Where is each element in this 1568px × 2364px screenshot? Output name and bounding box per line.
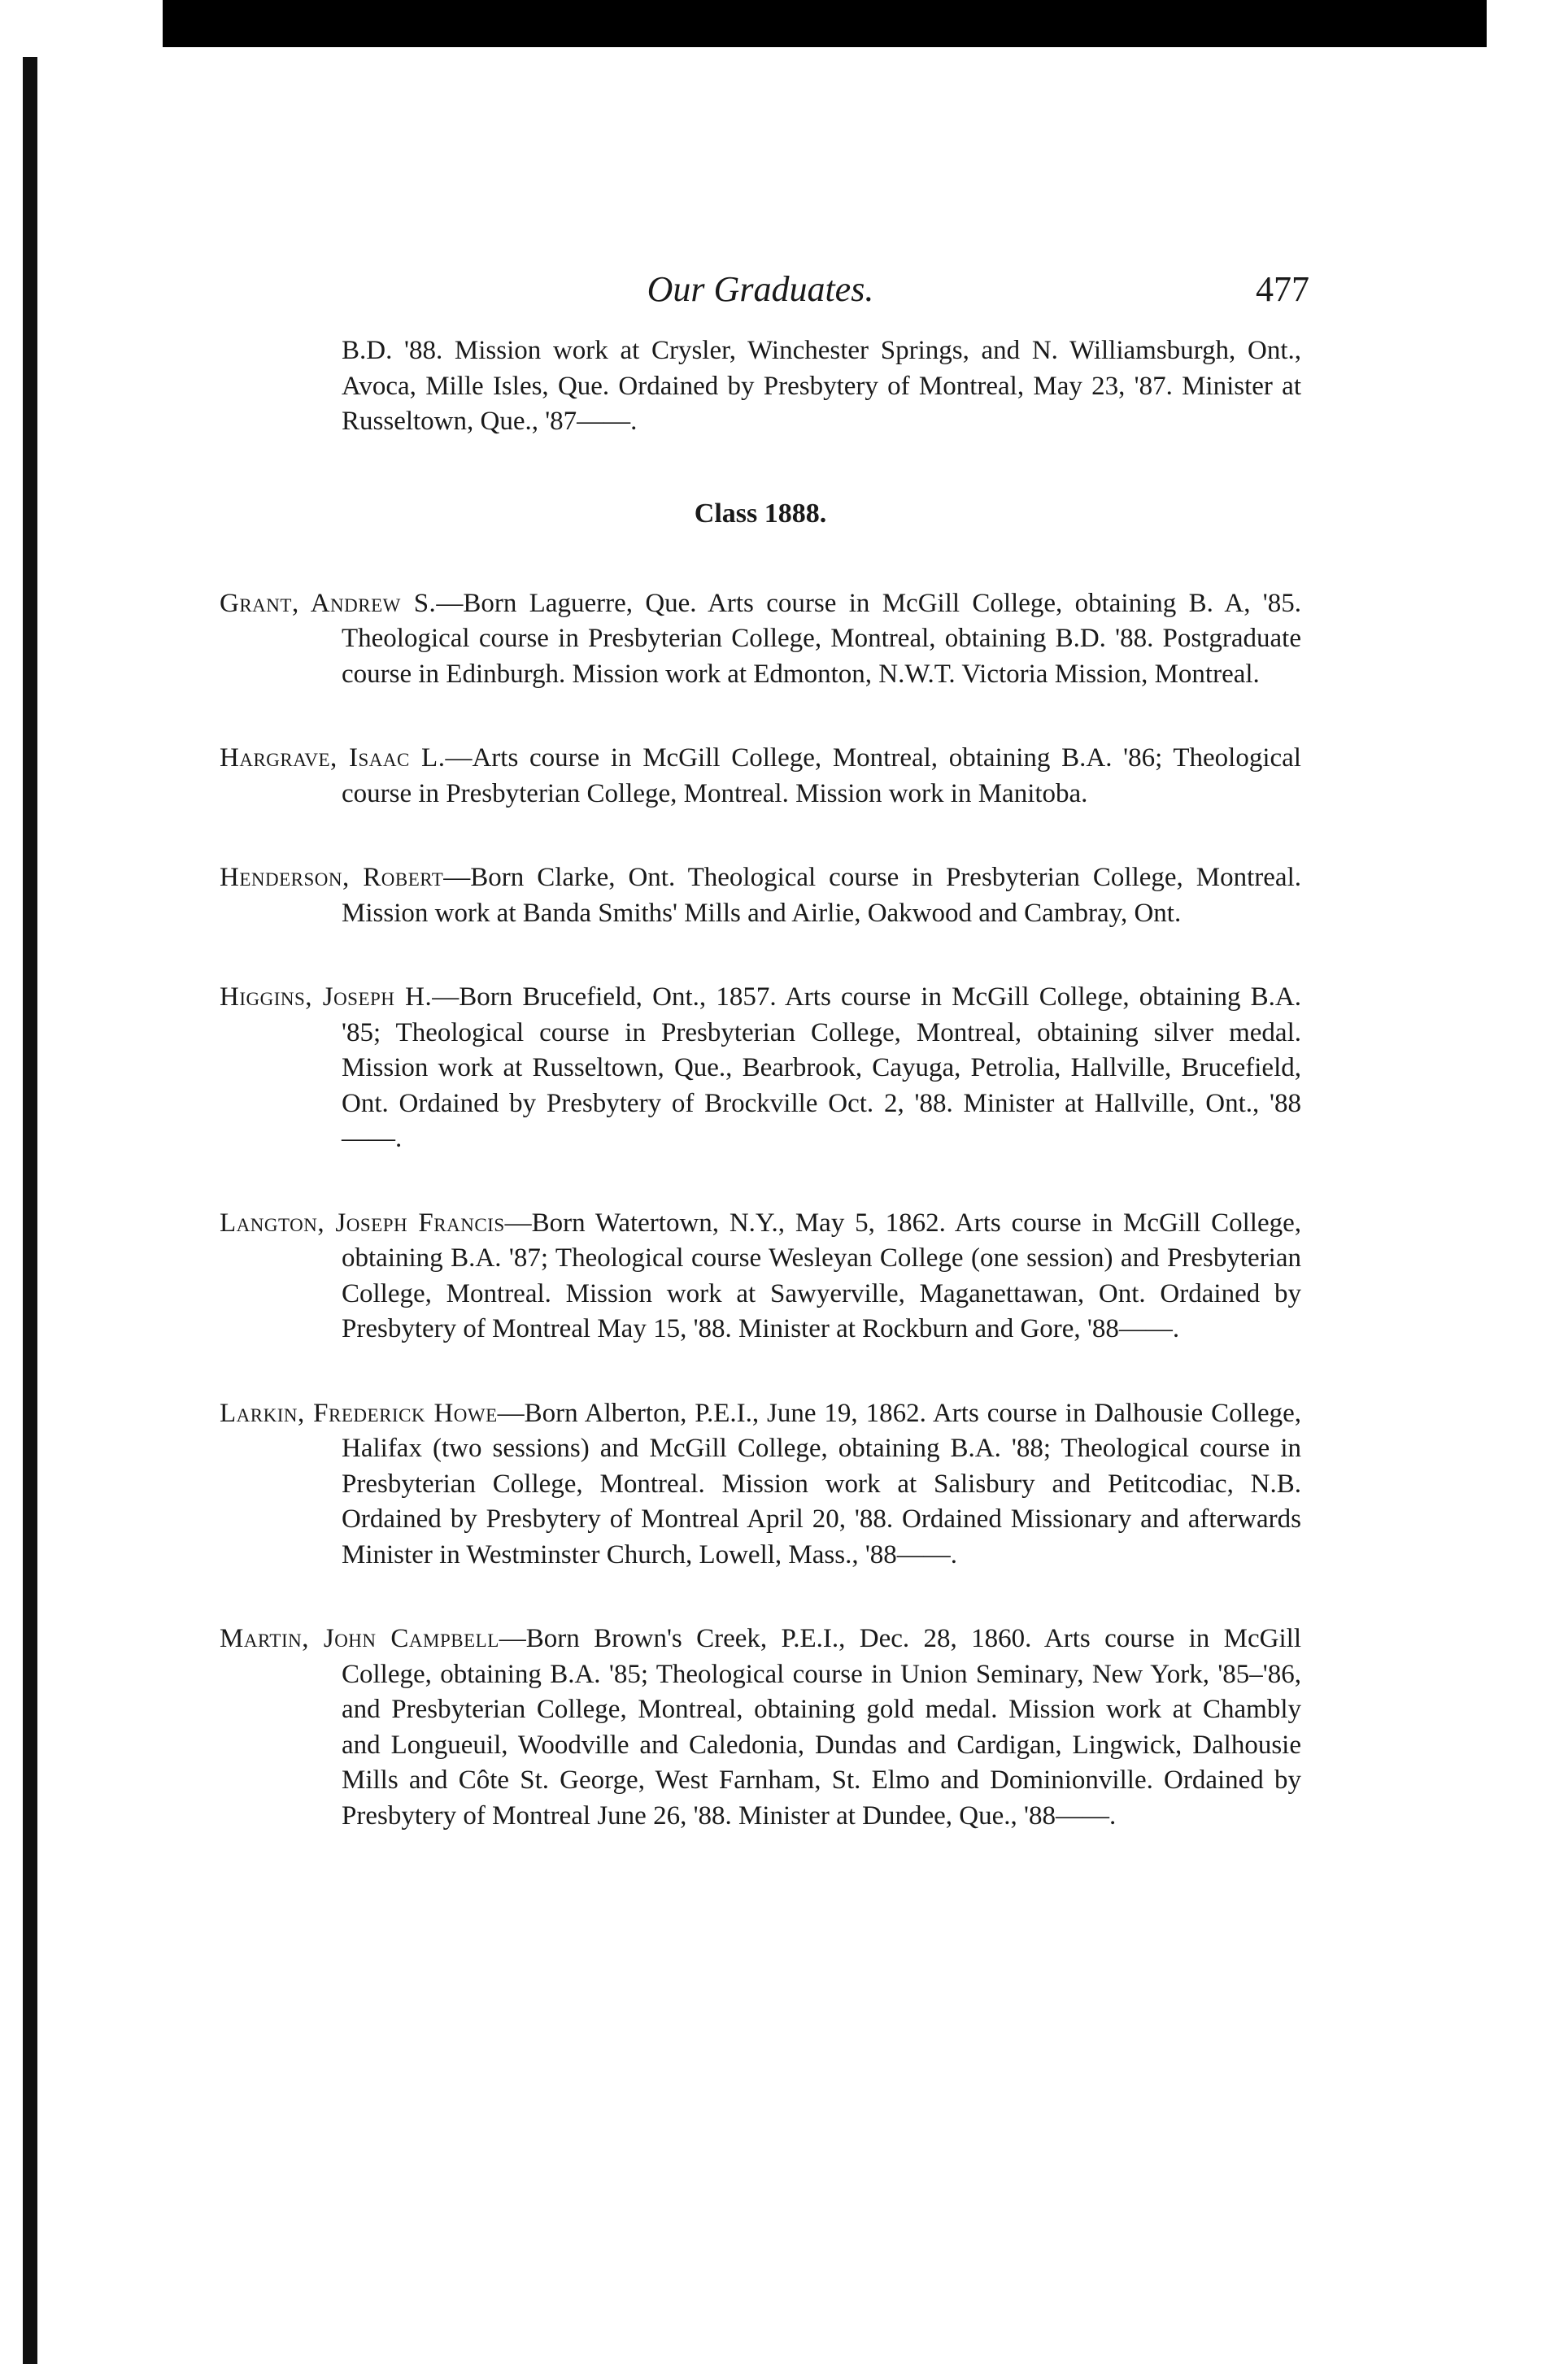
page-header [220, 268, 1309, 333]
graduate-entry-hargrave [220, 741, 1301, 812]
graduate-text: —Born Laguerre, Que. Arts course in McGill College, obtaining B. A, '85. Theological course in Presbyterian College, Montreal, obtaining B.D. '88. Postgraduate course in Edinburgh. Mission work at Edmonton, N.W.T. Victoria Mission, Montreal. [342, 588, 1302, 689]
graduate-name: Langton, Joseph Francis [220, 1208, 505, 1238]
graduate-name: Grant, Andrew S. [220, 588, 437, 618]
page-number: 477 [1256, 269, 1309, 309]
continuation-paragraph: B.D. '88. Mission work at Crysler, Winchester Springs, and N. Williamsburgh, Ont., Avoca, Mille Isles, Que. Ordained by Presbytery of Montreal, May 23, '87. Minister at Russeltown, Que., '87——. [342, 336, 1301, 436]
graduate-name: Martin, John Campbell [220, 1624, 499, 1653]
graduate-entry-grant [220, 586, 1301, 693]
left-scan-border [23, 57, 37, 2364]
top-scan-border [163, 0, 1487, 47]
class-heading: Class 1888. [694, 498, 827, 529]
graduate-text: —Born Brucefield, Ont., 1857. Arts course in McGill College, obtaining B.A. '85; Theological course in Presbyterian College, Montreal, obtaining silver medal. Mission work at Russeltown, Que., Bearbrook, Cayuga, Petrolia, Hallville, Brucefield, Ont. Ordained by Presbytery of Brockville Oct. 2, '88. Minister at Hallville, Ont., '88——. [342, 982, 1301, 1153]
graduate-name: Henderson, Robert [220, 863, 444, 892]
graduate-text: —Born Brown's Creek, P.E.I., Dec. 28, 1860. Arts course in McGill College, obtaining B.A. '85; Theological course in Union Seminary, New York, '85–'86, and Presbyterian College, Montreal, obtaining gold medal. Mission work at Chambly and Longueuil, Woodville and Caledonia, Dundas and Cardigan, Lingwick, Dalhousie Mills and Côte St. George, West Farnham, St. Elmo and Dominionville. Ordained by Presbytery of Montreal June 26, '88. Minister at Dundee, Que., '88——. [342, 1624, 1301, 1831]
graduate-name: Larkin, Frederick Howe [220, 1398, 498, 1428]
graduate-text: —Born Alberton, P.E.I., June 19, 1862. Arts course in Dalhousie College, Halifax (two sessions) and McGill College, obtaining B.A. '88; Theological course in Presbyterian College, Montreal. Mission work at Salisbury and Petitcodiac, N.B. Ordained by Presbytery of Montreal April 20, '88. Ordained Missionary and afterwards Minister in Westminster Church, Lowell, Mass., '88——. [342, 1398, 1301, 1569]
running-title: Our Graduates. [647, 269, 874, 309]
graduate-name: Higgins, Joseph H. [220, 982, 433, 1012]
graduate-entry-langton [220, 1206, 1301, 1347]
graduate-text: —Born Watertown, N.Y., May 5, 1862. Arts course in McGill College, obtaining B.A. '87; Theological course Wesleyan College (one session) and Presbyterian College, Montreal. Mission work at Sawyerville, Maganettawan, Ont. Ordained by Presbytery of Montreal May 15, '88. Minister at Rockburn and Gore, '88——. [342, 1208, 1302, 1343]
graduate-text: —Born Clarke, Ont. Theological course in Presbyterian College, Montreal. Mission work at Banda Smiths' Mills and Airlie, Oakwood and Cambray, Ont. [342, 863, 1301, 928]
graduate-entry-larkin [220, 1396, 1301, 1574]
book-page [220, 268, 1309, 1883]
graduate-entry-martin [220, 1622, 1301, 1834]
graduate-name: Hargrave, Isaac L. [220, 743, 446, 773]
graduate-entry-higgins [220, 980, 1301, 1157]
graduate-text: —Arts course in McGill College, Montreal, obtaining B.A. '86; Theological course in Presbyterian College, Montreal. Mission work in Manitoba. [342, 743, 1301, 808]
graduate-entries [220, 586, 1301, 1835]
graduate-entry-henderson [220, 860, 1301, 931]
